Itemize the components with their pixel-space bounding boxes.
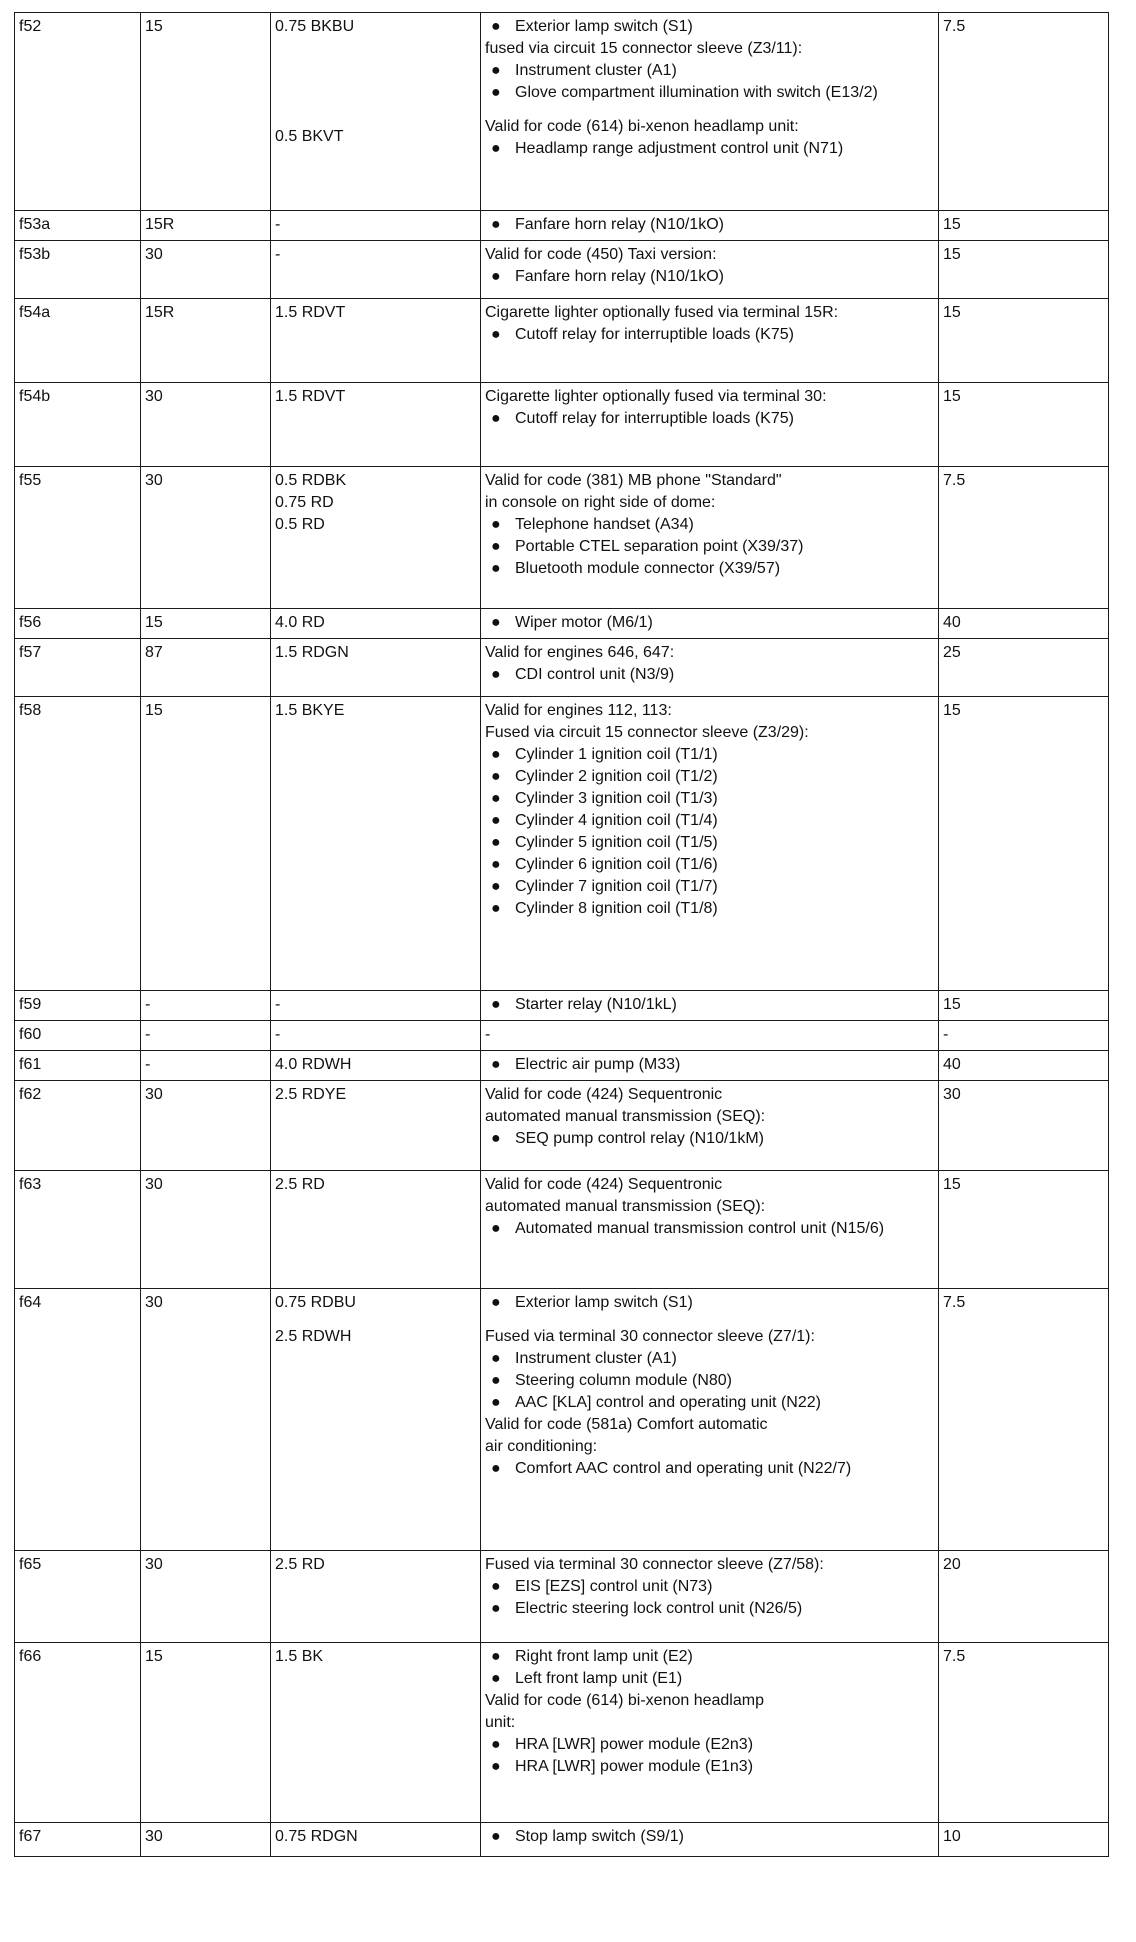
bullet-icon: ● xyxy=(491,1130,501,1147)
circuit-text: Cylinder 3 ignition coil (T1/3) xyxy=(515,790,718,807)
table-row xyxy=(15,609,1109,639)
circuit-note xyxy=(485,116,934,138)
bullet-item xyxy=(485,138,934,160)
fuse-rating-cell: 7.5 xyxy=(939,467,1109,609)
wire-cell xyxy=(271,609,481,639)
bullet-icon: ● xyxy=(491,1758,501,1775)
circuit-text: Electric air pump (M33) xyxy=(515,1056,681,1073)
wire-cell xyxy=(271,1051,481,1081)
bullet-icon: ● xyxy=(491,538,501,555)
circuit-text: Left front lamp unit (E1) xyxy=(515,1670,683,1687)
table-row xyxy=(15,697,1109,991)
circuit-note xyxy=(485,1554,934,1576)
bullet-icon: ● xyxy=(491,140,501,157)
circuit-text: Cigarette lighter optionally fused via terminal 30: xyxy=(485,388,827,405)
bullet-item xyxy=(485,664,934,686)
wire-cell xyxy=(271,1081,481,1171)
circuit-cell xyxy=(481,383,939,467)
fuse-number-cell: f59 xyxy=(15,991,141,1021)
bullet-item xyxy=(485,788,934,810)
table-row xyxy=(15,1643,1109,1823)
wire-cell xyxy=(271,211,481,241)
circuit-note xyxy=(485,1174,934,1196)
wire-color: 0.75 BKBU xyxy=(275,18,355,35)
bullet-item xyxy=(485,1370,934,1392)
table-row xyxy=(15,241,1109,299)
circuit-text: Headlamp range adjustment control unit (N71) xyxy=(515,140,844,157)
circuit-text: Cutoff relay for interruptible loads (K75) xyxy=(515,410,794,427)
wire-cell xyxy=(271,241,481,299)
circuit-text: AAC [KLA] control and operating unit (N22) xyxy=(515,1394,821,1411)
wire-color: 0.75 RDGN xyxy=(275,1828,358,1845)
bullet-item xyxy=(485,766,934,788)
bullet-icon: ● xyxy=(491,326,501,343)
wire-color: 1.5 BK xyxy=(275,1648,324,1665)
bullet-item xyxy=(485,324,934,346)
circuit-text: SEQ pump control relay (N10/1kM) xyxy=(515,1130,764,1147)
terminal-cell: 30 xyxy=(141,1289,271,1551)
circuit-note xyxy=(485,1326,934,1348)
circuit-cell xyxy=(481,639,939,697)
bullet-item xyxy=(485,1128,934,1150)
wire-color: - xyxy=(275,216,281,233)
wire-color: 1.5 RDVT xyxy=(275,304,346,321)
bullet-icon: ● xyxy=(491,84,501,101)
circuit-text: Bluetooth module connector (X39/57) xyxy=(515,560,781,577)
terminal-cell: 15 xyxy=(141,1643,271,1823)
fuse-number-cell: f58 xyxy=(15,697,141,991)
fuse-number-cell: f64 xyxy=(15,1289,141,1551)
bullet-icon: ● xyxy=(491,746,501,763)
fuse-rating-cell: 25 xyxy=(939,639,1109,697)
circuit-note xyxy=(485,700,934,722)
fuse-rating-cell: - xyxy=(939,1021,1109,1051)
fuse-number-cell: f65 xyxy=(15,1551,141,1643)
circuit-note xyxy=(485,1106,934,1128)
circuit-text: automated manual transmission (SEQ): xyxy=(485,1108,766,1125)
fuse-number-cell: f52 xyxy=(15,13,141,211)
fuse-number-cell: f57 xyxy=(15,639,141,697)
wire-color: 1.5 RDVT xyxy=(275,388,346,405)
table-row xyxy=(15,299,1109,383)
terminal-cell: - xyxy=(141,1021,271,1051)
fuse-table xyxy=(14,12,1109,1857)
bullet-item xyxy=(485,1598,934,1620)
circuit-text: Cylinder 7 ignition coil (T1/7) xyxy=(515,878,718,895)
wire-color: 0.75 RD xyxy=(275,494,334,511)
circuit-text: HRA [LWR] power module (E1n3) xyxy=(515,1758,754,1775)
circuit-text: Cylinder 4 ignition coil (T1/4) xyxy=(515,812,718,829)
wire-cell xyxy=(271,1021,481,1051)
circuit-cell xyxy=(481,1171,939,1289)
fuse-number-cell: f62 xyxy=(15,1081,141,1171)
circuit-note xyxy=(485,1024,934,1046)
wire-cell xyxy=(271,639,481,697)
wire-color: 0.5 RDBK xyxy=(275,472,347,489)
circuit-text: Valid for code (424) Sequentronic xyxy=(485,1086,723,1103)
bullet-item xyxy=(485,16,934,38)
fuse-rating-cell: 10 xyxy=(939,1823,1109,1857)
circuit-cell xyxy=(481,1081,939,1171)
bullet-icon: ● xyxy=(491,1670,501,1687)
bullet-item xyxy=(485,994,934,1016)
table-row xyxy=(15,1081,1109,1171)
bullet-icon: ● xyxy=(491,1372,501,1389)
bullet-item xyxy=(485,1668,934,1690)
bullet-item xyxy=(485,898,934,920)
circuit-text: automated manual transmission (SEQ): xyxy=(485,1198,766,1215)
circuit-text: Cutoff relay for interruptible loads (K75) xyxy=(515,326,794,343)
bullet-icon: ● xyxy=(491,1600,501,1617)
wire-color: - xyxy=(275,246,281,263)
fuse-rating-cell: 15 xyxy=(939,211,1109,241)
fuse-rating-cell: 20 xyxy=(939,1551,1109,1643)
bullet-item xyxy=(485,832,934,854)
circuit-cell xyxy=(481,1643,939,1823)
fuse-rating-cell: 15 xyxy=(939,991,1109,1021)
terminal-cell: 15 xyxy=(141,13,271,211)
circuit-note xyxy=(485,302,934,324)
bullet-icon: ● xyxy=(491,900,501,917)
bullet-item xyxy=(485,1734,934,1756)
circuit-note xyxy=(485,1084,934,1106)
circuit-text: Fanfare horn relay (N10/1kO) xyxy=(515,216,724,233)
circuit-cell xyxy=(481,211,939,241)
bullet-item xyxy=(485,266,934,288)
circuit-text: Wiper motor (M6/1) xyxy=(515,614,653,631)
bullet-icon: ● xyxy=(491,812,501,829)
bullet-item xyxy=(485,1292,934,1314)
circuit-text: Cylinder 5 ignition coil (T1/5) xyxy=(515,834,718,851)
table-row xyxy=(15,639,1109,697)
circuit-text: Fused via terminal 30 connector sleeve (Z7/1): xyxy=(485,1328,815,1345)
terminal-cell: 15 xyxy=(141,609,271,639)
spacer xyxy=(485,1314,934,1326)
bullet-item xyxy=(485,1458,934,1480)
fuse-number-cell: f56 xyxy=(15,609,141,639)
bullet-icon: ● xyxy=(491,1736,501,1753)
wire-cell xyxy=(271,991,481,1021)
bullet-item xyxy=(485,1218,934,1240)
bullet-icon: ● xyxy=(491,1294,501,1311)
circuit-cell xyxy=(481,1823,939,1857)
terminal-cell: 30 xyxy=(141,467,271,609)
circuit-text: air conditioning: xyxy=(485,1438,598,1455)
circuit-text: Starter relay (N10/1kL) xyxy=(515,996,677,1013)
bullet-icon: ● xyxy=(491,1648,501,1665)
bullet-icon: ● xyxy=(491,1056,501,1073)
bullet-item xyxy=(485,536,934,558)
circuit-text: Valid for engines 112, 113: xyxy=(485,702,672,719)
circuit-text: fused via circuit 15 connector sleeve (Z3/11): xyxy=(485,40,803,57)
circuit-note xyxy=(485,1690,934,1712)
circuit-text: Electric steering lock control unit (N26/5) xyxy=(515,1600,803,1617)
bullet-icon: ● xyxy=(491,834,501,851)
fuse-rating-cell: 7.5 xyxy=(939,1643,1109,1823)
circuit-cell xyxy=(481,697,939,991)
circuit-text: Exterior lamp switch (S1) xyxy=(515,1294,693,1311)
bullet-item xyxy=(485,1348,934,1370)
circuit-text: Cylinder 8 ignition coil (T1/8) xyxy=(515,900,718,917)
bullet-item xyxy=(485,1054,934,1076)
circuit-text: Fused via circuit 15 connector sleeve (Z3/29): xyxy=(485,724,809,741)
bullet-icon: ● xyxy=(491,1828,501,1845)
terminal-cell: 15R xyxy=(141,299,271,383)
circuit-text: Cylinder 1 ignition coil (T1/1) xyxy=(515,746,718,763)
bullet-icon: ● xyxy=(491,216,501,233)
circuit-text: Valid for code (424) Sequentronic xyxy=(485,1176,723,1193)
bullet-item xyxy=(485,408,934,430)
fuse-number-cell: f54b xyxy=(15,383,141,467)
bullet-item xyxy=(485,514,934,536)
circuit-note xyxy=(485,1436,934,1458)
fuse-rating-cell: 40 xyxy=(939,1051,1109,1081)
fuse-rating-cell: 15 xyxy=(939,697,1109,991)
wire-color xyxy=(275,82,476,104)
fuse-number-cell: f60 xyxy=(15,1021,141,1051)
circuit-text: Comfort AAC control and operating unit (N22/7) xyxy=(515,1460,852,1477)
table-row xyxy=(15,1051,1109,1081)
circuit-note xyxy=(485,722,934,744)
terminal-cell: 30 xyxy=(141,1171,271,1289)
bullet-icon: ● xyxy=(491,1460,501,1477)
fuse-number-cell: f55 xyxy=(15,467,141,609)
circuit-text: Cylinder 6 ignition coil (T1/6) xyxy=(515,856,718,873)
bullet-item xyxy=(485,612,934,634)
fuse-number-cell: f54a xyxy=(15,299,141,383)
circuit-text: - xyxy=(485,1026,491,1043)
wire-cell xyxy=(271,1643,481,1823)
fuse-number-cell: f67 xyxy=(15,1823,141,1857)
table-row xyxy=(15,1551,1109,1643)
circuit-text: Portable CTEL separation point (X39/37) xyxy=(515,538,804,555)
bullet-item xyxy=(485,810,934,832)
circuit-text: Steering column module (N80) xyxy=(515,1372,732,1389)
bullet-item xyxy=(485,854,934,876)
wire-color xyxy=(275,104,476,126)
spacer xyxy=(485,104,934,116)
circuit-note xyxy=(485,492,934,514)
fuse-number-cell: f53a xyxy=(15,211,141,241)
fuse-number-cell: f61 xyxy=(15,1051,141,1081)
circuit-text: HRA [LWR] power module (E2n3) xyxy=(515,1736,754,1753)
wire-color: 2.5 RD xyxy=(275,1176,325,1193)
bullet-icon: ● xyxy=(491,1394,501,1411)
wire-color: 4.0 RD xyxy=(275,614,325,631)
table-row xyxy=(15,467,1109,609)
circuit-note xyxy=(485,38,934,60)
circuit-cell xyxy=(481,609,939,639)
bullet-item xyxy=(485,744,934,766)
circuit-note xyxy=(485,386,934,408)
wire-color: 2.5 RD xyxy=(275,1556,325,1573)
wire-color: 1.5 RDGN xyxy=(275,644,349,661)
circuit-cell xyxy=(481,1021,939,1051)
terminal-cell: - xyxy=(141,1051,271,1081)
wire-cell xyxy=(271,1551,481,1643)
circuit-note xyxy=(485,1196,934,1218)
circuit-text: Fanfare horn relay (N10/1kO) xyxy=(515,268,724,285)
bullet-item xyxy=(485,1756,934,1778)
wire-color: 0.5 BKVT xyxy=(275,128,344,145)
table-row xyxy=(15,13,1109,211)
table-row xyxy=(15,1171,1109,1289)
wire-cell xyxy=(271,1171,481,1289)
table-row xyxy=(15,1289,1109,1551)
wire-color: - xyxy=(275,996,281,1013)
circuit-cell xyxy=(481,1551,939,1643)
bullet-icon: ● xyxy=(491,666,501,683)
wire-color: 2.5 RDYE xyxy=(275,1086,347,1103)
circuit-cell xyxy=(481,13,939,211)
circuit-text: Cylinder 2 ignition coil (T1/2) xyxy=(515,768,718,785)
table-row xyxy=(15,1021,1109,1051)
bullet-icon: ● xyxy=(491,18,501,35)
circuit-note xyxy=(485,1712,934,1734)
bullet-item xyxy=(485,558,934,580)
circuit-text: Valid for code (581a) Comfort automatic xyxy=(485,1416,768,1433)
bullet-item xyxy=(485,1646,934,1668)
bullet-icon: ● xyxy=(491,996,501,1013)
circuit-cell xyxy=(481,241,939,299)
bullet-item xyxy=(485,1576,934,1598)
circuit-text: Stop lamp switch (S9/1) xyxy=(515,1828,684,1845)
circuit-text: Exterior lamp switch (S1) xyxy=(515,18,693,35)
bullet-icon: ● xyxy=(491,1350,501,1367)
wire-cell xyxy=(271,383,481,467)
bullet-item xyxy=(485,1826,934,1848)
table-row xyxy=(15,991,1109,1021)
circuit-text: Valid for engines 646, 647: xyxy=(485,644,675,661)
fuse-rating-cell: 30 xyxy=(939,1081,1109,1171)
bullet-icon: ● xyxy=(491,268,501,285)
table-row xyxy=(15,1823,1109,1857)
circuit-note xyxy=(485,244,934,266)
circuit-text: Instrument cluster (A1) xyxy=(515,62,677,79)
wire-color: 4.0 RDWH xyxy=(275,1056,352,1073)
bullet-item xyxy=(485,1392,934,1414)
circuit-note xyxy=(485,642,934,664)
circuit-cell xyxy=(481,1051,939,1081)
bullet-icon: ● xyxy=(491,1578,501,1595)
circuit-note xyxy=(485,470,934,492)
bullet-icon: ● xyxy=(491,790,501,807)
terminal-cell: 15R xyxy=(141,211,271,241)
bullet-item xyxy=(485,876,934,898)
terminal-cell: 87 xyxy=(141,639,271,697)
wire-color: 0.75 RDBU xyxy=(275,1294,356,1311)
circuit-text: in console on right side of dome: xyxy=(485,494,716,511)
circuit-text: Valid for code (614) bi-xenon headlamp unit: xyxy=(485,118,799,135)
fuse-rating-cell: 7.5 xyxy=(939,1289,1109,1551)
bullet-icon: ● xyxy=(491,516,501,533)
bullet-icon: ● xyxy=(491,560,501,577)
circuit-cell xyxy=(481,467,939,609)
wire-color xyxy=(275,60,476,82)
wire-cell xyxy=(271,1823,481,1857)
circuit-note xyxy=(485,1414,934,1436)
circuit-text: unit: xyxy=(485,1714,516,1731)
wire-cell xyxy=(271,299,481,383)
wire-color: 1.5 BKYE xyxy=(275,702,345,719)
table-row xyxy=(15,383,1109,467)
fuse-rating-cell: 15 xyxy=(939,383,1109,467)
wire-cell xyxy=(271,467,481,609)
terminal-cell: 15 xyxy=(141,697,271,991)
terminal-cell: - xyxy=(141,991,271,1021)
wire-cell xyxy=(271,13,481,211)
circuit-text: Valid for code (450) Taxi version: xyxy=(485,246,717,263)
fuse-table-body xyxy=(15,13,1109,1857)
circuit-text: Valid for code (614) bi-xenon headlamp xyxy=(485,1692,764,1709)
terminal-cell: 30 xyxy=(141,383,271,467)
fuse-number-cell: f63 xyxy=(15,1171,141,1289)
wire-color: - xyxy=(275,1026,281,1043)
bullet-icon: ● xyxy=(491,1220,501,1237)
circuit-cell xyxy=(481,991,939,1021)
circuit-text: Telephone handset (A34) xyxy=(515,516,694,533)
fuse-number-cell: f53b xyxy=(15,241,141,299)
circuit-text: Valid for code (381) MB phone "Standard" xyxy=(485,472,782,489)
fuse-rating-cell: 7.5 xyxy=(939,13,1109,211)
bullet-icon: ● xyxy=(491,410,501,427)
fuse-number-cell: f66 xyxy=(15,1643,141,1823)
wire-color: 0.5 RD xyxy=(275,516,325,533)
circuit-cell xyxy=(481,1289,939,1551)
terminal-cell: 30 xyxy=(141,1551,271,1643)
bullet-item xyxy=(485,214,934,236)
circuit-text: Fused via terminal 30 connector sleeve (Z7/58): xyxy=(485,1556,824,1573)
terminal-cell: 30 xyxy=(141,1081,271,1171)
fuse-rating-cell: 40 xyxy=(939,609,1109,639)
wire-color xyxy=(275,38,476,60)
wire-cell xyxy=(271,1289,481,1551)
bullet-item xyxy=(485,60,934,82)
bullet-icon: ● xyxy=(491,614,501,631)
bullet-icon: ● xyxy=(491,62,501,79)
bullet-icon: ● xyxy=(491,878,501,895)
circuit-text: Cigarette lighter optionally fused via terminal 15R: xyxy=(485,304,839,321)
circuit-text: CDI control unit (N3/9) xyxy=(515,666,675,683)
bullet-item xyxy=(485,82,934,104)
circuit-text: Glove compartment illumination with switch (E13/2) xyxy=(515,84,878,101)
circuit-text: Instrument cluster (A1) xyxy=(515,1350,677,1367)
terminal-cell: 30 xyxy=(141,241,271,299)
circuit-text: Automated manual transmission control unit (N15/6) xyxy=(515,1220,885,1237)
wire-cell xyxy=(271,697,481,991)
table-row xyxy=(15,211,1109,241)
fuse-rating-cell: 15 xyxy=(939,1171,1109,1289)
bullet-icon: ● xyxy=(491,768,501,785)
circuit-cell xyxy=(481,299,939,383)
fuse-rating-cell: 15 xyxy=(939,241,1109,299)
terminal-cell: 30 xyxy=(141,1823,271,1857)
fuse-rating-cell: 15 xyxy=(939,299,1109,383)
circuit-text: Right front lamp unit (E2) xyxy=(515,1648,693,1665)
wire-color: 2.5 RDWH xyxy=(275,1328,352,1345)
circuit-text: EIS [EZS] control unit (N73) xyxy=(515,1578,713,1595)
bullet-icon: ● xyxy=(491,856,501,873)
